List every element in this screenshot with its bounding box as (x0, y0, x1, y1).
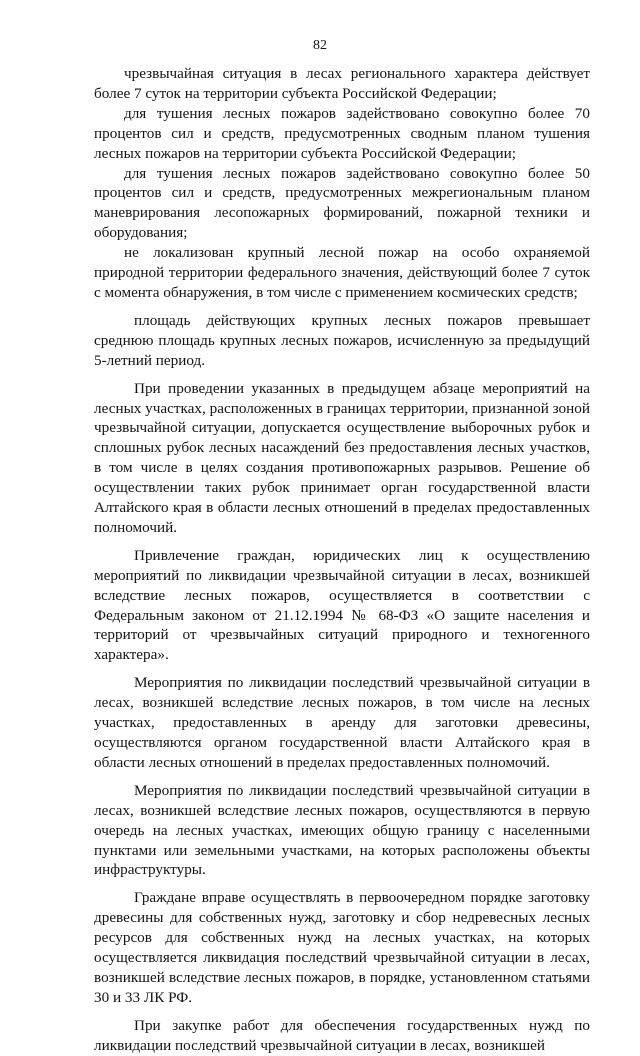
paragraph: не локализован крупный лесной пожар на особо охраняемой природной территории федерального значения, действующий более 7 суток с момента обнаружения, в том числе с применением космических средств; (94, 244, 590, 301)
paragraph: Привлечение граждан, юридических лиц к осуществлению мероприятий по ликвидации чрезвычайной ситуации в лесах, возникшей вследствие лесных пожаров, осуществляется в соответствии с Федеральным законом от 21.12.1994 № 68-ФЗ «О защите населения и территорий от чрезвычайных ситуаций природного и техногенного характера». (94, 546, 590, 664)
paragraph: для тушения лесных пожаров задействовано совокупно более 70 процентов сил и средств, предусмотренных сводным планом тушения лесных пожаров на территории субъекта Российской Федерации; (94, 104, 590, 162)
page-number: 82 (313, 38, 327, 53)
paragraph: Мероприятия по ликвидации последствий чрезвычайной ситуации в лесах, возникшей вследствие лесных пожаров, в том числе на лесных участках, предоставленных в аренду для заготовки древесины, осуществляются органом государственной власти Алтайского края в области лесных отношений в пределах предоставленных полномочий. (94, 674, 590, 771)
paragraph: Мероприятия по ликвидации последствий чрезвычайной ситуации в лесах, возникшей вследствие лесных пожаров, осуществляются в первую очередь на лесных участках, имеющих общую границу с населенными пунктами или земельными участками, на которых расположены объекты инфраструктуры. (94, 781, 590, 879)
paragraph: Граждане вправе осуществлять в первоочередном порядке заготовку древесины для собственных нужд, заготовку и сбор недревесных лесных ресурсов для собственных нужд на лесных участках, на которых осуществляется ликвидация последствий чрезвычайной ситуации в лесах, возникшей вследствие лесных пожаров, в порядке, установленном статьями 30 и 33 ЛК РФ. (94, 889, 590, 1006)
paragraph: для тушения лесных пожаров задействовано совокупно более 50 процентов сил и средств, предусмотренных межрегиональным планом маневрирования лесопожарных формирований, пожарной техники и оборудования; (94, 164, 590, 242)
paragraph: чрезвычайная ситуация в лесах регионального характера действует более 7 суток на территории субъекта Российской Федерации; (94, 65, 590, 102)
document-body (94, 64, 590, 1056)
paragraph: При проведении указанных в предыдущем абзаце мероприятий на лесных участках, расположенных в границах территории, признанной зоной чрезвычайной ситуации, допускается осуществление выборочных рубок и сплошных рубок лесных насаждений без предоставления лесных участков, в том числе в целях создания противопожарных разрывов. Решение об осуществлении таких рубок принимает орган государственной власти Алтайского края в области лесных отношений в пределах предоставленных полномочий. (94, 379, 590, 536)
paragraph: При закупке работ для обеспечения государственных нужд по ликвидации последствий чрезвычайной ситуации в лесах, возникшей (94, 1016, 590, 1054)
paragraph: площадь действующих крупных лесных пожаров превышает среднюю площадь крупных лесных пожаров, исчисленную за предыдущий 5-летний период. (94, 311, 590, 369)
